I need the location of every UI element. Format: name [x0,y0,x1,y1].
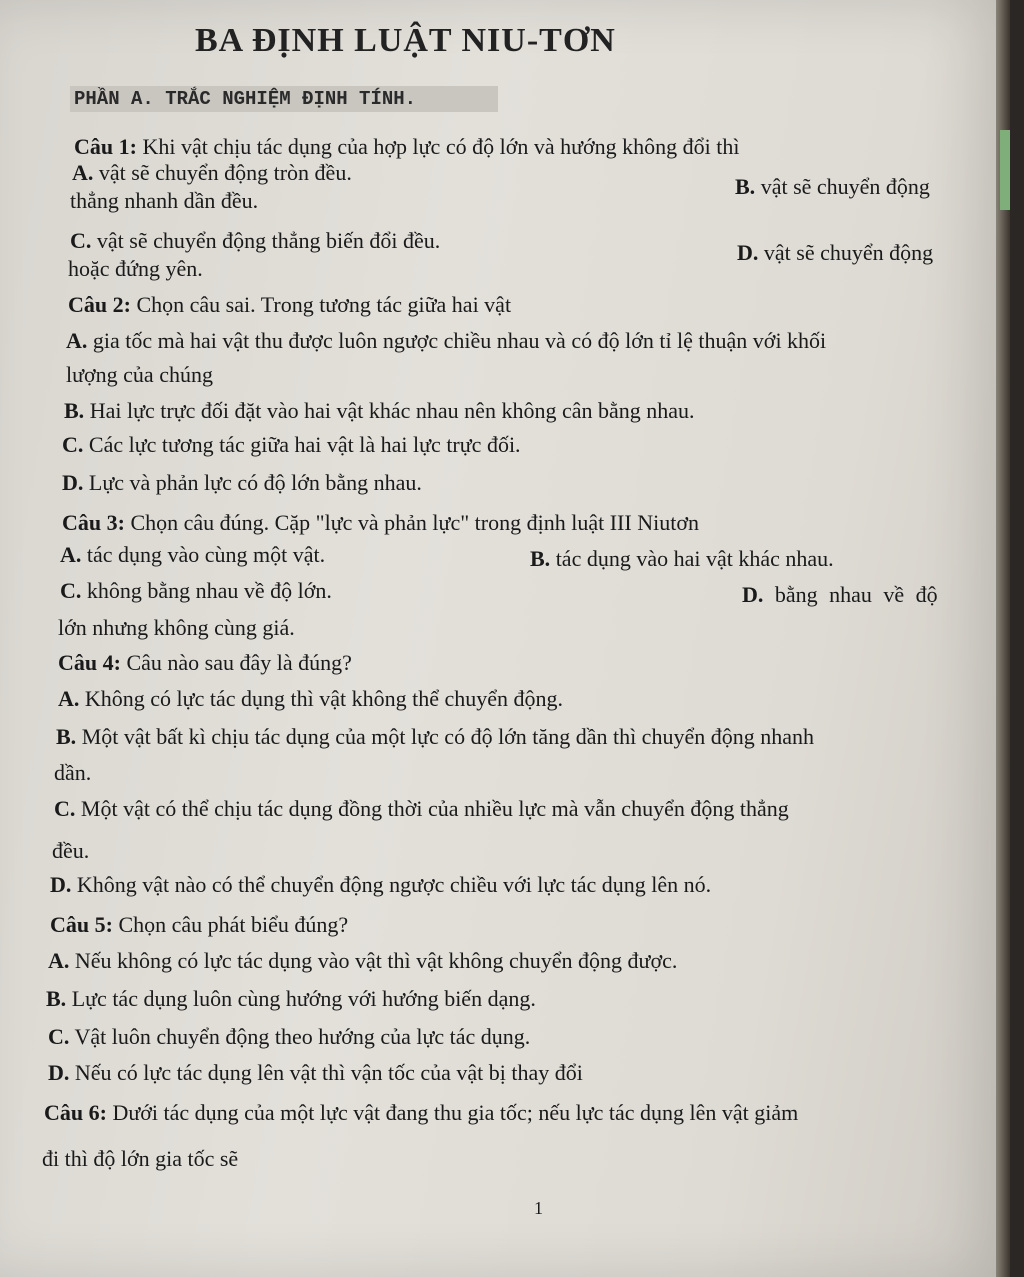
q4-option-c-cont: đều. [52,838,90,863]
option-text: không bằng nhau về độ lớn. [81,578,332,603]
question-label: Câu 1: [74,134,137,159]
q2-option-a [66,328,826,354]
option-label: D. [737,240,759,265]
option-text: Một vật có thể chịu tác dụng đồng thời của nhiều lực mà vẫn chuyển động thẳng [75,796,789,821]
option-label: D. [742,582,764,607]
q4-option-b-cont: dần. [54,760,92,785]
page-tab [1000,130,1010,210]
q1-option-d-cont: hoặc đứng yên. [68,256,203,281]
q1-option-a [72,160,352,186]
option-text: Không có lực tác dụng thì vật không thể chuyển động. [79,686,563,711]
page-number: 1 [534,1198,543,1218]
option-label: A. [60,542,82,567]
q2-option-c [62,432,521,458]
option-text: Hai lực trực đối đặt vào hai vật khác nhau nên không cân bằng nhau. [84,398,695,423]
q5-option-d [48,1060,583,1086]
option-text: Nếu có lực tác dụng lên vật thì vận tốc của vật bị thay đổi [69,1060,583,1085]
option-label: B. [735,174,756,199]
q1-option-b-cont: thẳng nhanh dần đều. [70,188,259,213]
option-text: vật sẽ chuyển động tròn đều. [93,160,352,185]
q5-option-a [48,948,677,974]
option-label: A. [72,160,94,185]
option-text: Lực và phản lực có độ lớn bằng nhau. [83,470,422,495]
page-title: BA ĐỊNH LUẬT NIU-TƠN [195,22,616,59]
question-text: Khi vật chịu tác dụng của hợp lực có độ lớn và hướng không đổi thì [136,134,740,159]
option-label: D. [48,1060,70,1085]
option-text: Vật luôn chuyển động theo hướng của lực tác dụng. [69,1024,531,1049]
q2-option-d [62,470,422,496]
q1-option-c [70,228,440,254]
question-1 [74,134,739,160]
option-text: Không vật nào có thể chuyển động ngược chiều với lực tác dụng lên nó. [71,872,712,897]
option-label: B. [56,724,77,749]
question-6-cont: đi thì độ lớn gia tốc sẽ [42,1146,239,1171]
question-label: Câu 5: [50,912,113,937]
question-3 [62,510,699,536]
option-label: C. [60,578,82,603]
question-5 [50,912,348,938]
q5-option-b [46,986,536,1012]
option-text: tác dụng vào cùng một vật. [81,542,326,567]
option-label: A. [66,328,88,353]
question-text: Dưới tác dụng của một lực vật đang thu gia tốc; nếu lực tác dụng lên vật giảm [106,1100,799,1125]
question-text: Chọn câu phát biểu đúng? [112,912,349,937]
q4-option-a [58,686,563,712]
q3-option-b [530,546,834,572]
option-label: A. [48,948,70,973]
q4-option-b [56,724,814,750]
question-label: Câu 3: [62,510,125,535]
q1-option-d [737,240,933,266]
option-label: B. [64,398,85,423]
q5-option-c [48,1024,530,1050]
option-text: Lực tác dụng luôn cùng hướng với hướng biến dạng. [66,986,536,1011]
option-label: D. [50,872,72,897]
question-text: Chọn câu đúng. Cặp "lực và phản lực" trong định luật III Niutơn [124,510,699,535]
q4-option-c [54,796,789,822]
question-2 [68,292,511,318]
option-label: A. [58,686,80,711]
question-text: Câu nào sau đây là đúng? [120,650,352,675]
q1-option-b [735,174,930,200]
option-text: bằng nhau về độ [763,582,938,607]
option-text: gia tốc mà hai vật thu được luôn ngược chiều nhau và có độ lớn tỉ lệ thuận với khối [87,328,827,353]
q3-option-c [60,578,332,604]
option-label: D. [62,470,84,495]
section-heading: PHẦN A. TRẮC NGHIỆM ĐỊNH TÍNH. [74,88,417,110]
question-4 [58,650,352,676]
q4-option-d [50,872,711,898]
q3-option-a [60,542,325,568]
q3-option-d [742,582,938,608]
option-label: B. [46,986,67,1011]
q2-option-b [64,398,695,424]
option-text: tác dụng vào hai vật khác nhau. [550,546,834,571]
option-text: vật sẽ chuyển động [758,240,934,265]
option-text: Một vật bất kì chịu tác dụng của một lực có độ lớn tăng dần thì chuyển động nhanh [76,724,814,749]
option-text: vật sẽ chuyển động thẳng biến đổi đều. [91,228,441,253]
question-label: Câu 2: [68,292,131,317]
q3-option-d-cont: lớn nhưng không cùng giá. [58,615,295,640]
question-label: Câu 6: [44,1100,107,1125]
option-label: B. [530,546,551,571]
q2-option-a-cont: lượng của chúng [66,362,213,387]
option-label: C. [62,432,84,457]
option-label: C. [48,1024,70,1049]
question-label: Câu 4: [58,650,121,675]
question-text: Chọn câu sai. Trong tương tác giữa hai vật [130,292,512,317]
option-text: vật sẽ chuyển động [755,174,930,199]
option-label: C. [70,228,92,253]
question-6 [44,1100,798,1126]
option-text: Nếu không có lực tác dụng vào vật thì vật không chuyển động được. [69,948,678,973]
option-text: Các lực tương tác giữa hai vật là hai lực trực đối. [83,432,521,457]
option-label: C. [54,796,76,821]
